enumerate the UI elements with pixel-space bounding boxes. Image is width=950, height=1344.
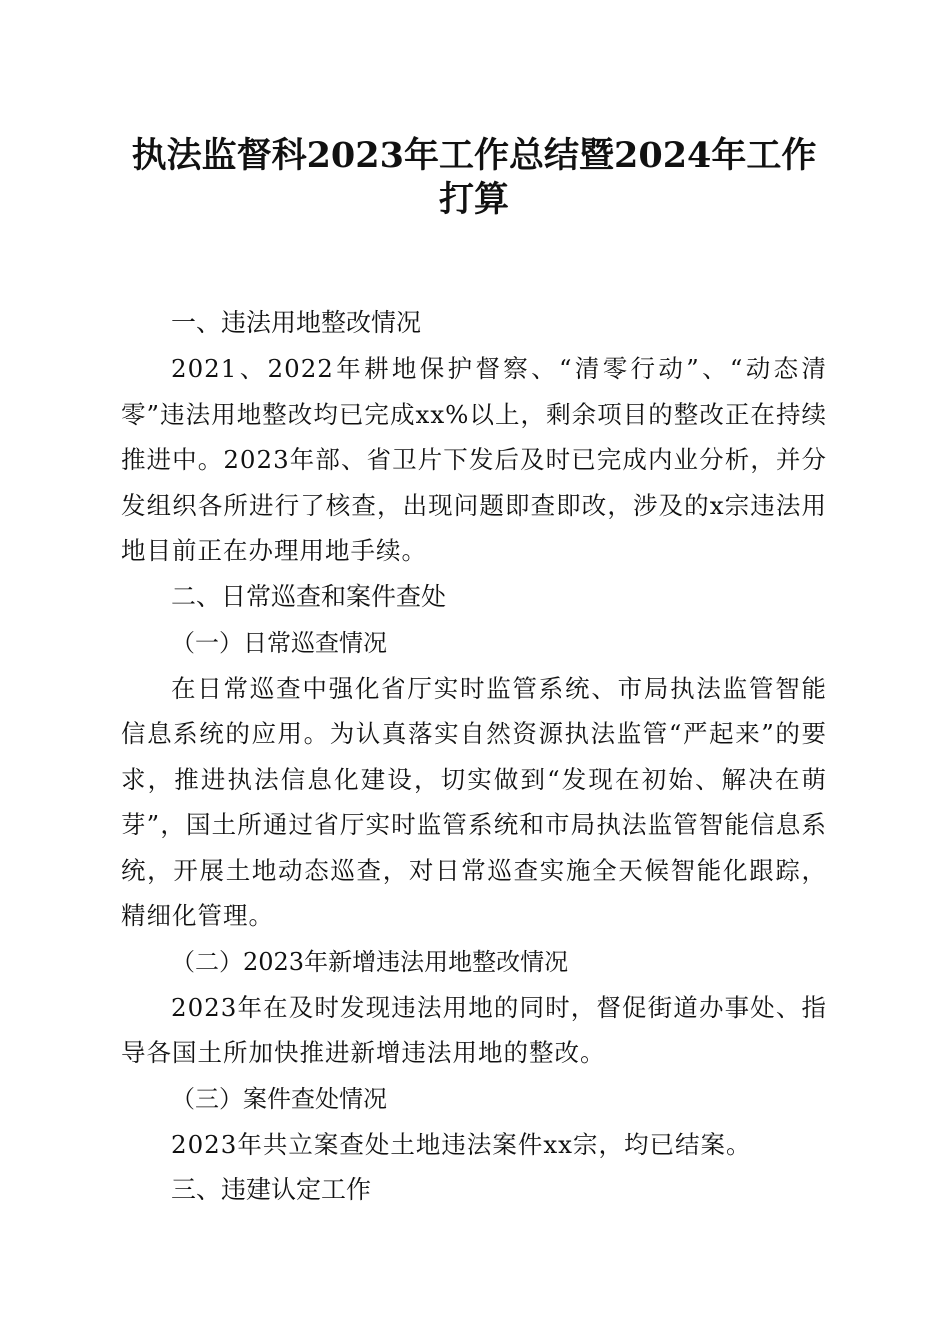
subsection-heading: （二）2023年新增违法用地整改情况: [171, 947, 569, 976]
subsection-heading: （一）日常巡查情况: [171, 628, 387, 657]
subsection-paragraph: 2023年共立案查处土地违法案件xx宗，均已结案。: [171, 1129, 752, 1159]
document-body: [121, 134, 827, 1213]
document-title: 执法监督科2023年工作总结暨2024年工作打算: [131, 135, 817, 220]
section-heading: 二、日常巡查和案件查处: [171, 581, 447, 611]
section-paragraph: 2021、2022年耕地保护督察、“清零行动”、“动态清零”违法用地整改均已完成xx%以上，剩余项目的整改正在持续推进中。2023年部、省卫片下发后及时已完成内业分析，并分发组织各所进行了核查，出现问题即查即改，涉及的x宗违法用地目前正在办理用地手续。: [121, 354, 827, 565]
section-heading: 一、违法用地整改情况: [171, 308, 422, 337]
subsection-heading: （三）案件查处情况: [171, 1084, 387, 1113]
subsection-paragraph: 2023年在及时发现违法用地的同时，督促街道办事处、指导各国土所加快推进新增违法用地的整改。: [121, 992, 827, 1067]
section-heading: 三、违建认定工作: [171, 1175, 372, 1204]
subsection-paragraph: 在日常巡查中强化省厅实时监管系统、市局执法监管智能信息系统的应用。为认真落实自然资源执法监管“严起来”的要求，推进执法信息化建设，切实做到“发现在初始、解决在萌芽”，国土所通过省厅实时监管系统和市局执法监管智能信息系统，开展土地动态巡查，对日常巡查实施全天候智能化跟踪，精细化管理。: [121, 673, 827, 930]
